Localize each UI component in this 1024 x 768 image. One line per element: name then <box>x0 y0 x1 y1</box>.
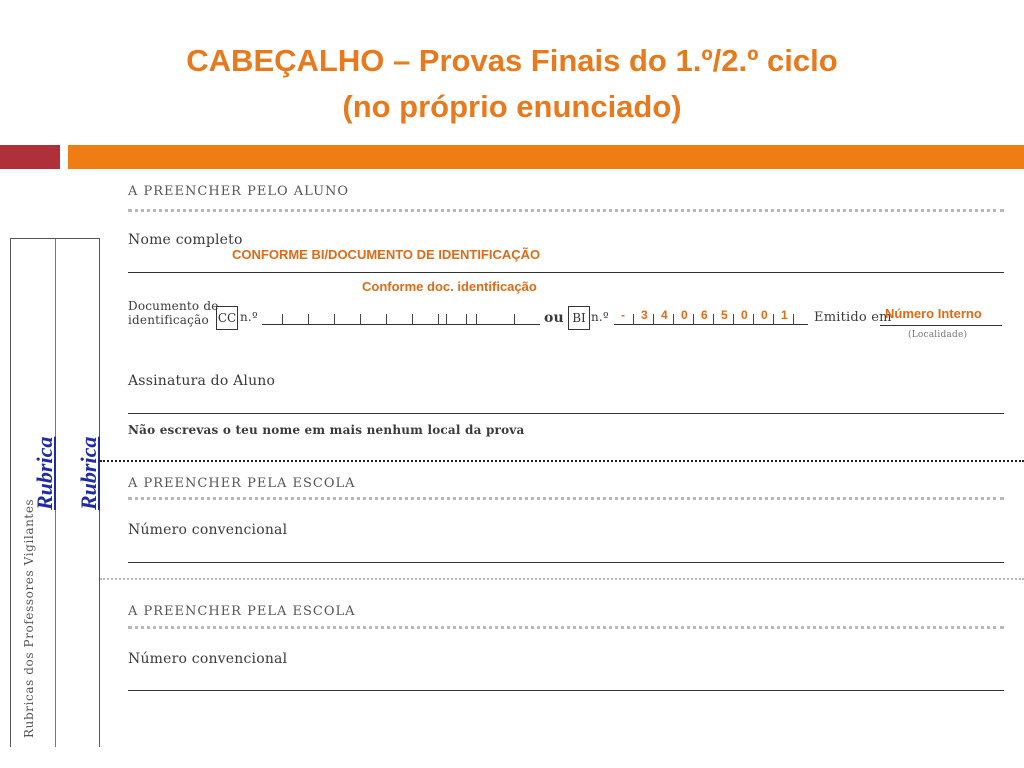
signature-line <box>128 413 1004 414</box>
internal-digit: 6 <box>701 308 708 322</box>
internal-digit: 1 <box>781 308 788 322</box>
internal-number-field <box>614 308 808 325</box>
internal-digit: 0 <box>761 308 768 322</box>
doc-type-box-bi: BI <box>568 306 590 330</box>
accent-bar-orange <box>68 145 1024 169</box>
conventional-line-2 <box>128 690 1004 691</box>
doc-number-label-1: n.º <box>240 310 258 324</box>
doc-fill-text: Conforme doc. identificação <box>362 279 537 294</box>
digit-separator <box>713 314 714 324</box>
doc-number-field-1 <box>262 312 540 325</box>
name-line <box>128 272 1004 273</box>
digit-separator <box>653 314 654 324</box>
separator-dotted <box>100 578 1024 580</box>
section-divider <box>128 497 1004 500</box>
doc-label-line2: identificação <box>128 313 209 327</box>
conventional-line-1 <box>128 562 1004 563</box>
digit-separator <box>693 314 694 324</box>
doc-number-label-2: n.º <box>591 310 609 324</box>
issued-label: Emitido em <box>814 310 892 325</box>
internal-number-fill: Número Interno <box>885 306 982 321</box>
rubrica-signature-2: Rubrica <box>76 436 101 510</box>
conventional-number-label-1: Número convencional <box>128 522 288 538</box>
accent-bar-red <box>0 145 60 169</box>
doc-or-label: ou <box>544 310 564 326</box>
digit-separator <box>793 314 794 324</box>
internal-digit: - <box>621 308 625 322</box>
digit-separator <box>753 314 754 324</box>
digit-separator <box>673 314 674 324</box>
rubrica-signature-1: Rubrica <box>32 436 57 510</box>
internal-digit: 5 <box>721 308 728 322</box>
section-divider <box>128 209 1004 212</box>
internal-digit: 0 <box>681 308 688 322</box>
internal-digit: 4 <box>661 308 668 322</box>
issued-line <box>880 325 1002 326</box>
locality-label: (Localidade) <box>908 330 968 340</box>
doc-type-box-cc: CC <box>216 306 238 330</box>
section-school-heading-2: A PREENCHER PELA ESCOLA <box>128 604 356 619</box>
digit-separator <box>733 314 734 324</box>
name-label: Nome completo <box>128 232 243 248</box>
cut-line <box>100 460 1024 462</box>
internal-digit: 3 <box>641 308 648 322</box>
slide-title <box>0 38 1024 130</box>
internal-digit: 0 <box>741 308 748 322</box>
slide-title-line2: (no próprio enunciado) <box>342 89 682 124</box>
name-warning: Não escrevas o teu nome em mais nenhum local da prova <box>128 423 525 437</box>
digit-separator <box>633 314 634 324</box>
invigilator-label: Rubricas dos Professores Vigilantes <box>22 498 36 738</box>
doc-label-line1: Documento de <box>128 299 219 313</box>
digit-separator <box>773 314 774 324</box>
slide-title-line1: CABEÇALHO – Provas Finais do 1.º/2.º ciclo <box>186 43 838 78</box>
name-fill-text: CONFORME BI/DOCUMENTO DE IDENTIFICAÇÃO <box>232 247 541 262</box>
doc-label <box>128 299 219 327</box>
conventional-number-label-2: Número convencional <box>128 651 288 667</box>
signature-label: Assinatura do Aluno <box>128 373 276 389</box>
section-student-heading: A PREENCHER PELO ALUNO <box>128 184 350 199</box>
section-school-heading-1: A PREENCHER PELA ESCOLA <box>128 476 356 491</box>
section-divider <box>128 626 1004 629</box>
